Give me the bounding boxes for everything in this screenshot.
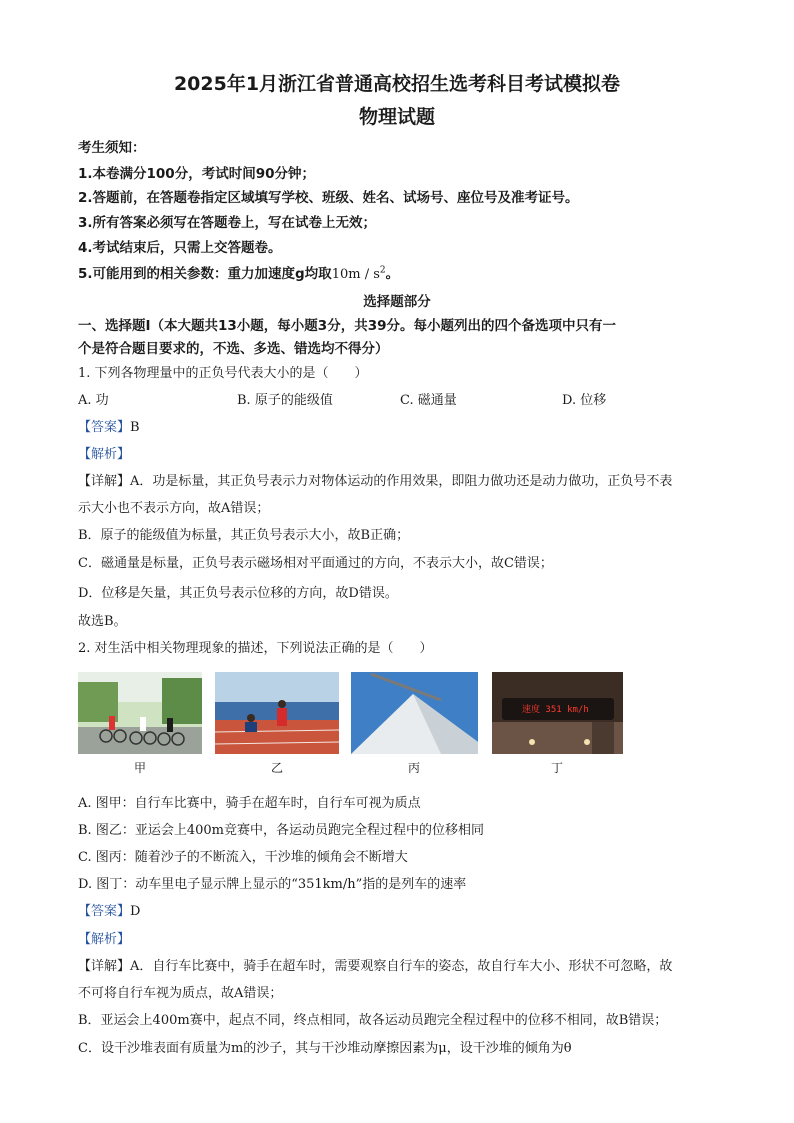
q2-detail-line: C．设干沙堆表面有质量为m的沙子，其与干沙堆动摩擦因素为μ，设干沙堆的倾角为θ — [78, 1041, 572, 1056]
q2-option-c: C. 图丙：随着沙子的不断流入，干沙堆的倾角会不断增大 — [78, 850, 408, 865]
part1-instructions: 一、选择题Ⅰ（本大题共13小题，每小题3分，共39分。每小题列出的四个备选项中只有一 — [78, 318, 616, 334]
detail-tag: 【详解】 — [78, 474, 131, 489]
notice-item: 2.答题前，在答题卷指定区域填写学校、班级、姓名、试场号、座位号及准考证号。 — [78, 190, 579, 206]
q1-conclusion: 故选B。 — [78, 614, 127, 629]
part1-instructions: 个是符合题目要求的，不选、多选、错选均不得分） — [78, 341, 389, 357]
g-value: 10m / s — [331, 267, 380, 282]
q2-option-d: D. 图丁：动车里电子显示牌上显示的“351km/h”指的是列车的速率 — [78, 877, 467, 892]
speed-display-text: 速度 351 km/h — [522, 705, 589, 715]
exam-title: 2025年1月浙江省普通高校招生选考科目考试模拟卷 — [173, 73, 621, 95]
photo-caption: 丙 — [407, 761, 420, 775]
q2-option-a: A. 图甲：自行车比赛中，骑手在超车时，自行车可视为质点 — [78, 796, 421, 811]
notice-item: 5.可能用到的相关参数：重力加速度g均取 — [78, 266, 332, 282]
q2-stem: 2. 对生活中相关物理现象的描述，下列说法正确的是（ ） — [78, 641, 433, 656]
answer-tag: 【答案】 — [78, 904, 131, 919]
photo-caption: 丁 — [550, 761, 563, 775]
q1-detail-line: 示大小也不表示方向，故A错误； — [78, 501, 270, 516]
notice-item: 1.本卷满分100分，考试时间90分钟； — [78, 166, 315, 182]
q1-option-a: A. 功 — [78, 393, 109, 408]
q1-option-c: C. 磁通量 — [400, 393, 457, 408]
q2-detail-line: 不可将自行车视为质点，故A错误； — [78, 986, 283, 1001]
answer-value: B — [130, 420, 140, 435]
sprint-start-photo — [215, 672, 339, 754]
q1-detail-line: D．位移是矢量，其正负号表示位移的方向，故D错误。 — [78, 586, 398, 601]
q1-detail-line: C．磁通量是标量，正负号表示磁场相对平面通过的方向，不表示大小，故C错误； — [78, 556, 553, 571]
train-display-photo — [492, 672, 623, 754]
notice-item: 4.考试结束后，只需上交答题卷。 — [78, 240, 282, 256]
q1-stem: 1. 下列各物理量中的正负号代表大小的是（ ） — [78, 366, 368, 381]
section-title: 选择题部分 — [363, 294, 431, 310]
sand-pile-photo — [351, 672, 478, 754]
q1-detail-line: B．原子的能级值为标量，其正负号表示大小，故B正确； — [78, 528, 410, 543]
q1-detail-line — [78, 470, 672, 489]
notice-item-params — [78, 262, 399, 282]
photo-caption: 乙 — [270, 761, 283, 775]
notice-heading: 考生须知： — [78, 140, 146, 156]
q2-option-b: B. 图乙：亚运会上400m竞赛中，各运动员跑完全程过程中的位移相同 — [78, 823, 484, 838]
q1-option-b: B. 原子的能级值 — [237, 393, 333, 408]
answer-value: D — [130, 904, 141, 919]
g-exponent: 2 — [379, 265, 386, 276]
q2-detail-line: B．亚运会上400m赛中，起点不同，终点相同，故各运动员跑完全程过程中的位移不相同，故B错误； — [78, 1013, 668, 1028]
q2-analysis-tag: 【解析】 — [78, 932, 131, 947]
notice-tail: 。 — [385, 266, 400, 282]
detail-text: A．自行车比赛中，骑手在超车时，需要观察自行车的姿态，故自行车大小、形状不可忽略，故 — [130, 959, 673, 974]
notice-item: 3.所有答案必须写在答题卷上，写在试卷上无效； — [78, 215, 377, 231]
answer-tag: 【答案】 — [78, 420, 131, 435]
photo-caption: 甲 — [133, 761, 146, 775]
q1-answer — [78, 416, 140, 435]
q2-answer — [78, 900, 140, 919]
q1-option-d: D. 位移 — [562, 393, 607, 408]
detail-tag: 【详解】 — [78, 959, 131, 974]
exam-subject: 物理试题 — [358, 106, 435, 128]
q2-detail-line — [78, 955, 672, 974]
detail-text: A．功是标量，其正负号表示力对物体运动的作用效果，即阻力做功还是动力做功，正负号不表 — [130, 474, 673, 489]
cycling-race-photo — [78, 672, 202, 754]
q1-analysis-tag: 【解析】 — [78, 447, 131, 462]
